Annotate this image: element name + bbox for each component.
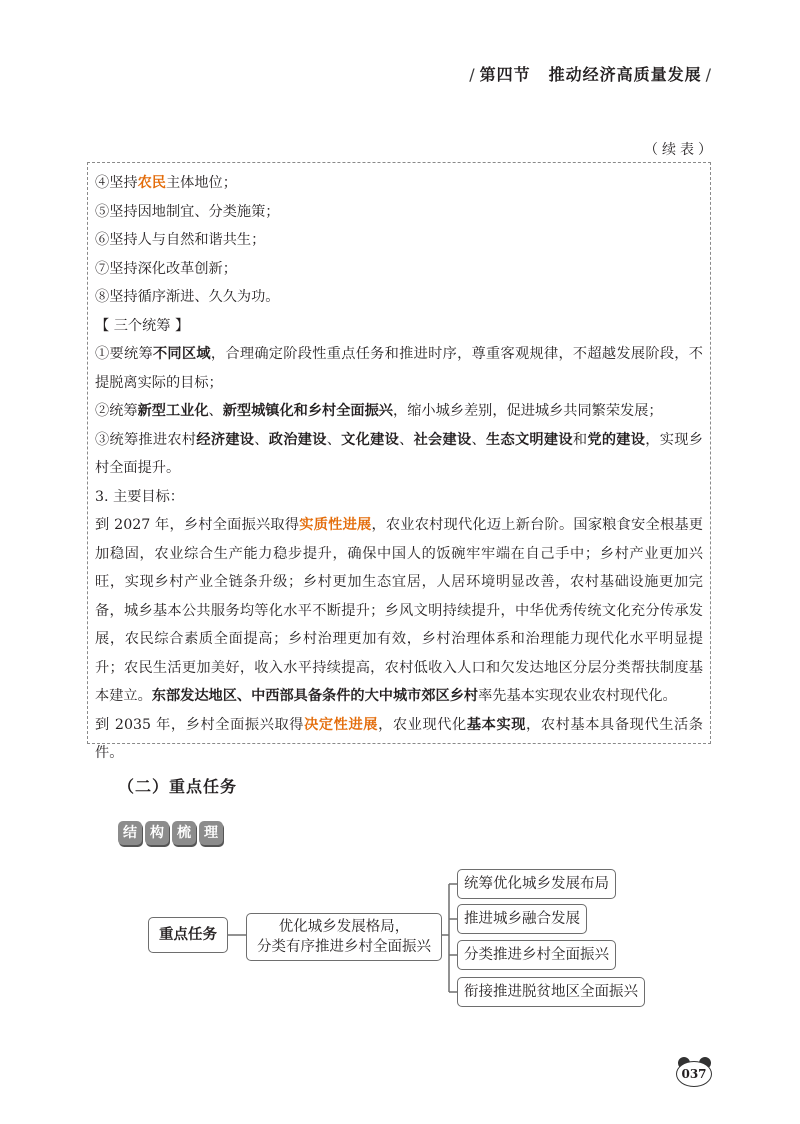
section-label: 第四节: [479, 65, 531, 84]
mindmap-leaf: 衔接推进脱贫地区全面振兴: [457, 977, 645, 1007]
coordination-1: ①要统筹不同区域，合理确定阶段性重点任务和推进时序，尊重客观规律，不超越发展阶段，不提脱离实际的目标；: [95, 346, 703, 391]
badge-char: 结: [118, 821, 142, 845]
mid-line-2: 分类有序推进乡村全面振兴: [257, 939, 431, 955]
connector-bracket: [442, 884, 457, 992]
badge-char: 梳: [172, 821, 196, 845]
mindmap-leaf: 推进城乡融合发展: [457, 904, 587, 934]
subheading: （二）重点任务: [118, 777, 238, 796]
badge-char: 理: [199, 821, 223, 845]
principle-6: ⑥坚持人与自然和谐共生；: [95, 232, 266, 248]
three-coordinations-heading: 【 三个统筹 】: [95, 317, 190, 334]
principle-8: ⑧坚持循序渐进、久久为功。: [95, 289, 280, 305]
coordination-3: ③统筹推进农村经济建设、政治建设、文化建设、社会建设、生态文明建设和党的建设，实现乡村全面提升。: [95, 431, 703, 476]
mindmap-mid-node: [246, 913, 442, 961]
coordination-2: ②统筹新型工业化、新型城镇化和乡村全面振兴，缩小城乡差别，促进城乡共同繁荣发展；: [95, 403, 663, 419]
mindmap-leaf: 统筹优化城乡发展布局: [457, 869, 616, 899]
principle-7: ⑦坚持深化改革创新；: [95, 260, 237, 277]
badge-char: 构: [145, 821, 169, 845]
continued-label: （续表）: [644, 142, 716, 158]
main-goals-heading: 3. 主要目标：: [95, 488, 184, 505]
goal-2035: 到 2035 年，乡村全面振兴取得决定性进展，农业现代化基本实现，农村基本具备现代生活条件。: [95, 716, 703, 761]
section-title: 推动经济高质量发展: [548, 65, 702, 84]
goal-2027: 到 2027 年，乡村全面振兴取得实质性进展，农业农村现代化迈上新台阶。国家粮食安全根基更加稳固，农业综合生产能力稳步提升，确保中国人的饭碗牢牢端在自己手中；乡村产业更加兴旺，实现乡村产业全链条升级；乡村更加生态宜居，人居环境明显改善，农村基础设施更加完备，城乡基本公共服务均等化水平不断提升；乡风文明持续提升，中华优秀传统文化充分传承发展，农民综合素质全面提高；乡村治理更加有效，乡村治理体系和治理能力现代化水平明显提升；农民生活更加美好，收入水平持续提高，农村低收入人口和欠发达地区分层分类帮扶制度基本建立。东部发达地区、中西部具备条件的大中城市郊区乡村率先基本实现农业农村现代化。: [95, 517, 703, 704]
mindmap-root: 重点任务: [148, 917, 228, 953]
mid-line-1: 优化城乡发展格局，: [278, 919, 410, 935]
mindmap-leaf: 分类推进乡村全面振兴: [457, 940, 616, 970]
principle-5: ⑤坚持因地制宜、分类施策；: [95, 203, 280, 220]
running-header: / 第四节 推动经济高质量发展 /: [469, 65, 712, 84]
page-number: 037: [676, 1061, 712, 1087]
principle-4: ④坚持农民主体地位；: [95, 175, 237, 191]
page-number-badge: [676, 1057, 712, 1087]
